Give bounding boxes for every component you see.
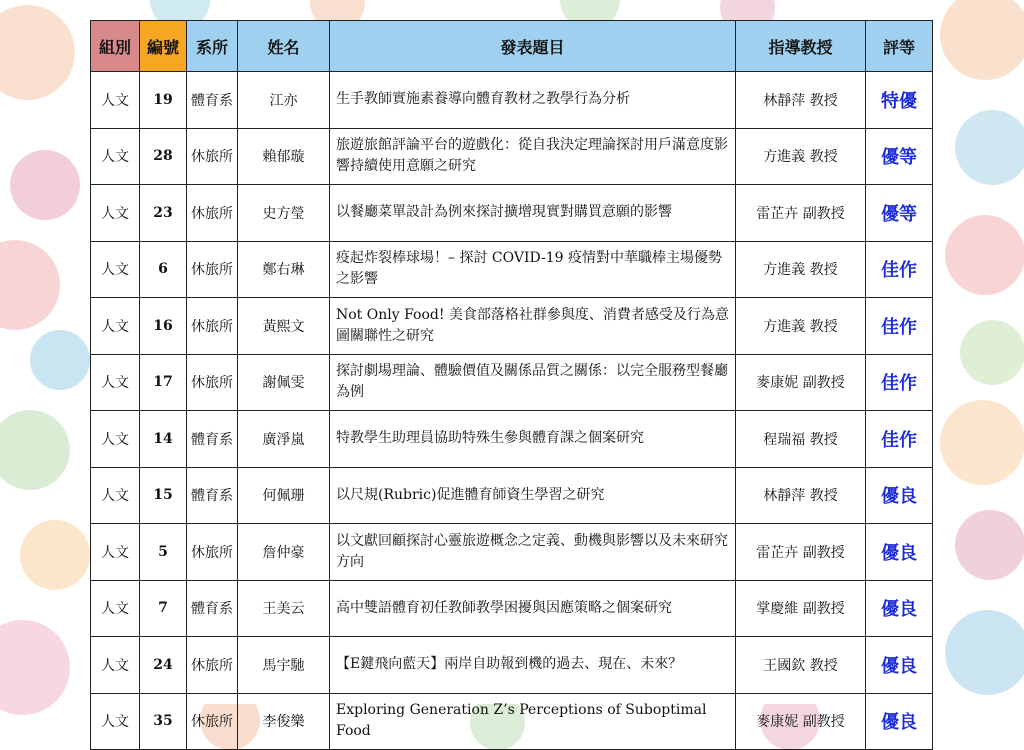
background-dot	[0, 410, 70, 490]
table-header-row	[91, 21, 933, 72]
header-name: 姓名	[238, 21, 330, 72]
cell-number: 14	[140, 411, 187, 468]
cell-department: 體育系	[187, 467, 238, 524]
cell-department: 休旅所	[187, 128, 238, 185]
cell-grade: 優等	[866, 185, 933, 242]
cell-name: 王美云	[238, 580, 330, 637]
cell-title: 探討劇場理論、體驗價值及關係品質之關係：以完全服務型餐廳為例	[330, 354, 736, 411]
cell-advisor: 王國欽 教授	[736, 637, 866, 694]
cell-name: 李俊樂	[238, 693, 330, 750]
cell-group: 人文	[91, 524, 140, 581]
cell-group: 人文	[91, 241, 140, 298]
header-number: 編號	[140, 21, 187, 72]
table-row	[91, 185, 933, 242]
background-dot	[0, 620, 70, 715]
cell-name: 馬宇馳	[238, 637, 330, 694]
background-dot	[30, 330, 90, 390]
table-body	[91, 72, 933, 750]
table-row	[91, 411, 933, 468]
background-dot	[960, 320, 1024, 385]
background-dot	[940, 400, 1024, 485]
table-row	[91, 580, 933, 637]
cell-number: 24	[140, 637, 187, 694]
cell-number: 6	[140, 241, 187, 298]
background-dot	[945, 610, 1024, 695]
cell-name: 謝佩雯	[238, 354, 330, 411]
cell-department: 體育系	[187, 72, 238, 129]
cell-department: 休旅所	[187, 354, 238, 411]
cell-group: 人文	[91, 467, 140, 524]
cell-advisor: 程瑞福 教授	[736, 411, 866, 468]
cell-title: 以餐廳菜單設計為例來探討擴增現實對購買意願的影響	[330, 185, 736, 242]
cell-title: Not Only Food! 美食部落格社群參與度、消費者感受及行為意圖關聯性之研究	[330, 298, 736, 355]
cell-grade: 優良	[866, 580, 933, 637]
cell-title: 生手教師實施素養導向體育教材之教學行為分析	[330, 72, 736, 129]
table-row	[91, 72, 933, 129]
cell-title: Exploring Generation Z’s Perceptions of Suboptimal Food	[330, 693, 736, 750]
cell-department: 體育系	[187, 411, 238, 468]
header-grade: 評等	[866, 21, 933, 72]
background-dot	[0, 5, 75, 100]
header-title: 發表題目	[330, 21, 736, 72]
cell-number: 19	[140, 72, 187, 129]
cell-advisor: 林靜萍 教授	[736, 467, 866, 524]
cell-advisor: 方進義 教授	[736, 298, 866, 355]
cell-department: 體育系	[187, 580, 238, 637]
cell-advisor: 掌慶維 副教授	[736, 580, 866, 637]
cell-title: 【E鍵飛向藍天】兩岸自助報到機的過去、現在、未來？	[330, 637, 736, 694]
cell-group: 人文	[91, 72, 140, 129]
background-dot	[955, 110, 1024, 185]
table-row	[91, 354, 933, 411]
cell-group: 人文	[91, 128, 140, 185]
cell-advisor: 方進義 教授	[736, 128, 866, 185]
cell-group: 人文	[91, 693, 140, 750]
cell-department: 休旅所	[187, 524, 238, 581]
cell-advisor: 林靜萍 教授	[736, 72, 866, 129]
table-row	[91, 241, 933, 298]
cell-title: 旅遊旅館評論平台的遊戲化：從自我決定理論探討用戶滿意度影響持續使用意願之研究	[330, 128, 736, 185]
cell-title: 特教學生助理員協助特殊生參與體育課之個案研究	[330, 411, 736, 468]
cell-number: 5	[140, 524, 187, 581]
header-department: 系所	[187, 21, 238, 72]
cell-group: 人文	[91, 637, 140, 694]
cell-group: 人文	[91, 580, 140, 637]
cell-department: 休旅所	[187, 241, 238, 298]
background-dot	[0, 240, 60, 330]
cell-number: 7	[140, 580, 187, 637]
cell-grade: 特優	[866, 72, 933, 129]
cell-grade: 優良	[866, 637, 933, 694]
cell-department: 休旅所	[187, 298, 238, 355]
cell-title: 疫起炸裂棒球場！– 探討 COVID-19 疫情對中華職棒主場優勢之影響	[330, 241, 736, 298]
header-group: 組別	[91, 21, 140, 72]
cell-grade: 佳作	[866, 354, 933, 411]
table-row	[91, 637, 933, 694]
header-advisor: 指導教授	[736, 21, 866, 72]
award-table	[90, 20, 933, 750]
cell-department: 休旅所	[187, 693, 238, 750]
cell-department: 休旅所	[187, 637, 238, 694]
cell-advisor: 雷芷卉 副教授	[736, 524, 866, 581]
cell-grade: 佳作	[866, 411, 933, 468]
cell-department: 休旅所	[187, 185, 238, 242]
cell-title: 高中雙語體育初任教師教學困擾與因應策略之個案研究	[330, 580, 736, 637]
cell-number: 23	[140, 185, 187, 242]
table-row	[91, 524, 933, 581]
table-row	[91, 467, 933, 524]
cell-title: 以尺規(Rubric)促進體育師資生學習之研究	[330, 467, 736, 524]
background-dot	[955, 510, 1024, 580]
cell-group: 人文	[91, 411, 140, 468]
background-dot	[940, 0, 1024, 80]
cell-name: 廣淨嵐	[238, 411, 330, 468]
cell-advisor: 麥康妮 副教授	[736, 693, 866, 750]
cell-group: 人文	[91, 185, 140, 242]
cell-title: 以文獻回顧探討心靈旅遊概念之定義、動機與影響以及未來研究方向	[330, 524, 736, 581]
table-row	[91, 693, 933, 750]
cell-advisor: 方進義 教授	[736, 241, 866, 298]
cell-grade: 優良	[866, 524, 933, 581]
cell-group: 人文	[91, 354, 140, 411]
cell-number: 15	[140, 467, 187, 524]
cell-number: 35	[140, 693, 187, 750]
cell-advisor: 雷芷卉 副教授	[736, 185, 866, 242]
results-sheet	[90, 20, 932, 740]
background-dot	[10, 150, 80, 220]
cell-number: 17	[140, 354, 187, 411]
cell-name: 何佩珊	[238, 467, 330, 524]
cell-grade: 佳作	[866, 241, 933, 298]
cell-grade: 優等	[866, 128, 933, 185]
cell-grade: 優良	[866, 467, 933, 524]
cell-name: 鄭右琳	[238, 241, 330, 298]
cell-advisor: 麥康妮 副教授	[736, 354, 866, 411]
cell-grade: 優良	[866, 693, 933, 750]
cell-grade: 佳作	[866, 298, 933, 355]
cell-name: 賴郁璇	[238, 128, 330, 185]
cell-name: 江亦	[238, 72, 330, 129]
table-row	[91, 298, 933, 355]
cell-name: 黃熙文	[238, 298, 330, 355]
background-dot	[945, 215, 1024, 295]
background-dot	[20, 520, 90, 590]
cell-group: 人文	[91, 298, 140, 355]
table-row	[91, 128, 933, 185]
cell-name: 史方瑩	[238, 185, 330, 242]
cell-number: 16	[140, 298, 187, 355]
cell-name: 詹仲豪	[238, 524, 330, 581]
cell-number: 28	[140, 128, 187, 185]
